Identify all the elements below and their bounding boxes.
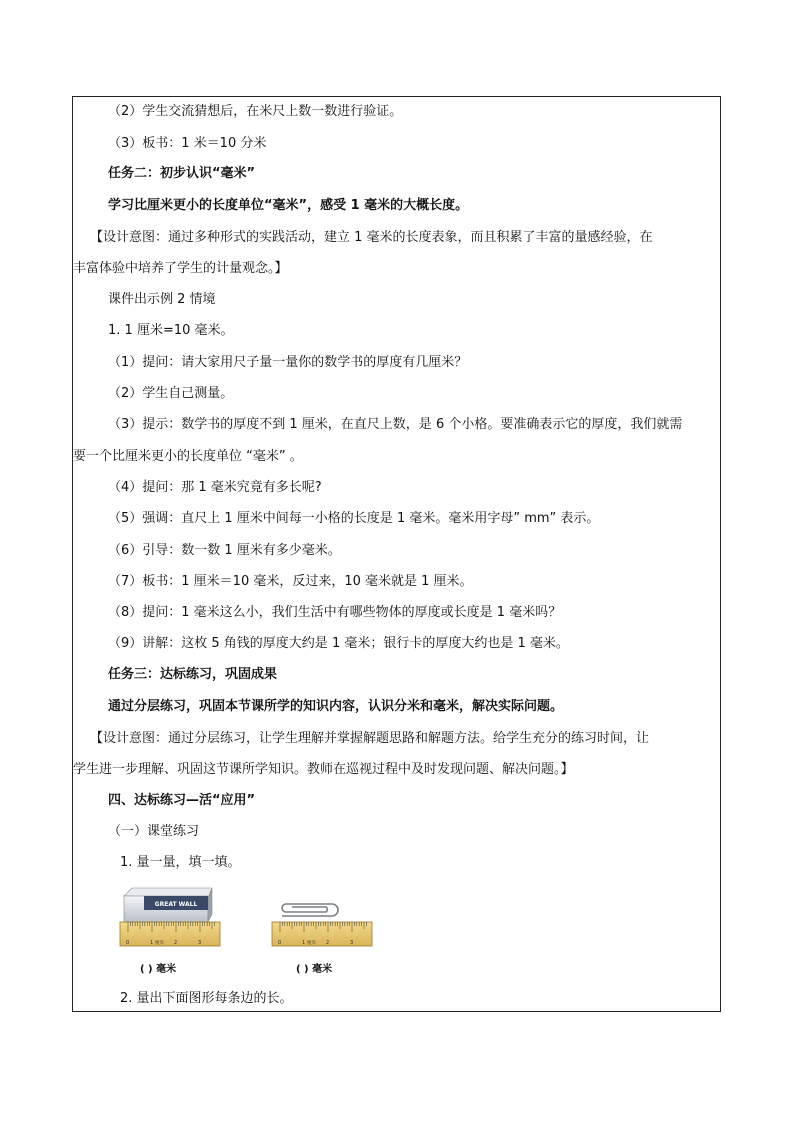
q6-guide: （6）引导：数一数 1 厘米有多少毫米。 <box>108 543 341 558</box>
point-1: 1. 1 厘米=10 毫米。 <box>108 323 234 338</box>
paperclip-measure-figure <box>270 892 374 954</box>
exercise-1: 1. 量一量，填一填。 <box>120 855 241 870</box>
tick-unit-label-b: 厘米 <box>307 941 316 946</box>
q2-measure: （2）学生自己测量。 <box>108 386 234 401</box>
design-intent-2a: 【设计意图：通过分层练习，让学生理解并掌握解题思路和解题方法。给学生充分的练习时间，让 <box>90 731 650 746</box>
courseware-example: 课件出示例 2 情境 <box>108 292 216 307</box>
tick-unit-label: 厘米 <box>155 941 164 946</box>
tick-label-2b: 2 <box>326 940 330 946</box>
design-intent-1a: 【设计意图：通过多种形式的实践活动，建立 1 毫米的长度表象，而且积累了丰富的量感经验，在 <box>90 230 653 245</box>
exercise-2: 2. 量出下面图形每条边的长。 <box>120 991 293 1006</box>
tick-label-3b: 3 <box>350 940 354 946</box>
q4-ask: （4）提问：那 1 毫米究竟有多长呢? <box>108 480 322 495</box>
paperclip-answer-caption: ( ) 毫米 <box>296 964 333 975</box>
q1-ask: （1）提问：请大家用尺子量一量你的数学书的厚度有几厘米？ <box>108 355 468 370</box>
tick-label-0: 0 <box>126 940 130 946</box>
q9-explain: （9）讲解：这枚 5 角钱的厚度大约是 1 毫米；银行卡的厚度大约也是 1 毫米。 <box>108 636 569 651</box>
paperclip-illustration <box>270 892 374 954</box>
design-intent-1b: 丰富体验中培养了学生的计量观念。】 <box>73 261 288 276</box>
section-4-heading: 四、达标练习—活“应用” <box>108 793 256 808</box>
step-2-verify: （2）学生交流猜想后，在米尺上数一数进行验证。 <box>108 104 403 119</box>
task-3-heading: 任务三：达标练习，巩固成果 <box>108 667 278 682</box>
class-practice-heading: （一）课堂练习 <box>108 824 200 839</box>
task-2-heading: 任务二：初步认识“毫米” <box>108 166 256 181</box>
tick-label-0b: 0 <box>278 940 282 946</box>
q3-hint-b: 要一个比厘米更小的长度单位 “毫米” 。 <box>73 449 303 464</box>
eraser-answer-caption: ( ) 毫米 <box>140 964 177 975</box>
design-intent-2b: 学生进一步理解、巩固这节课所学知识。教师在巡视过程中及时发现问题、解决问题。】 <box>73 762 574 777</box>
q8-ask: （8）提问：1 毫米这么小，我们生活中有哪些物体的厚度或长度是 1 毫米吗？ <box>108 605 562 620</box>
q3-hint-a: （3）提示：数学书的厚度不到 1 厘米，在直尺上数，是 6 个小格。要准确表示它的厚度，我们就需 <box>108 417 683 432</box>
q5-emphasize: （5）强调：直尺上 1 厘米中间每一小格的长度是 1 毫米。毫米用字母” mm” 表示。 <box>108 511 600 526</box>
q7-board: （7）板书：1 厘米＝10 毫米，反过来，10 毫米就是 1 厘米。 <box>108 574 473 589</box>
task-2-goal: 学习比厘米更小的长度单位“毫米”，感受 1 毫米的大概长度。 <box>108 198 469 213</box>
tick-label-2: 2 <box>174 940 178 946</box>
tick-label-3: 3 <box>198 940 202 946</box>
tick-label-1: 1 <box>150 940 154 946</box>
step-3-board: （3）板书：1 米＝10 分米 <box>108 136 267 151</box>
eraser-illustration <box>118 884 222 954</box>
eraser-brand-label: GREAT WALL <box>154 901 198 908</box>
task-3-goal: 通过分层练习，巩固本节课所学的知识内容，认识分米和毫米，解决实际问题。 <box>108 699 564 714</box>
tick-label-1b: 1 <box>302 940 306 946</box>
eraser-measure-figure <box>118 884 222 954</box>
